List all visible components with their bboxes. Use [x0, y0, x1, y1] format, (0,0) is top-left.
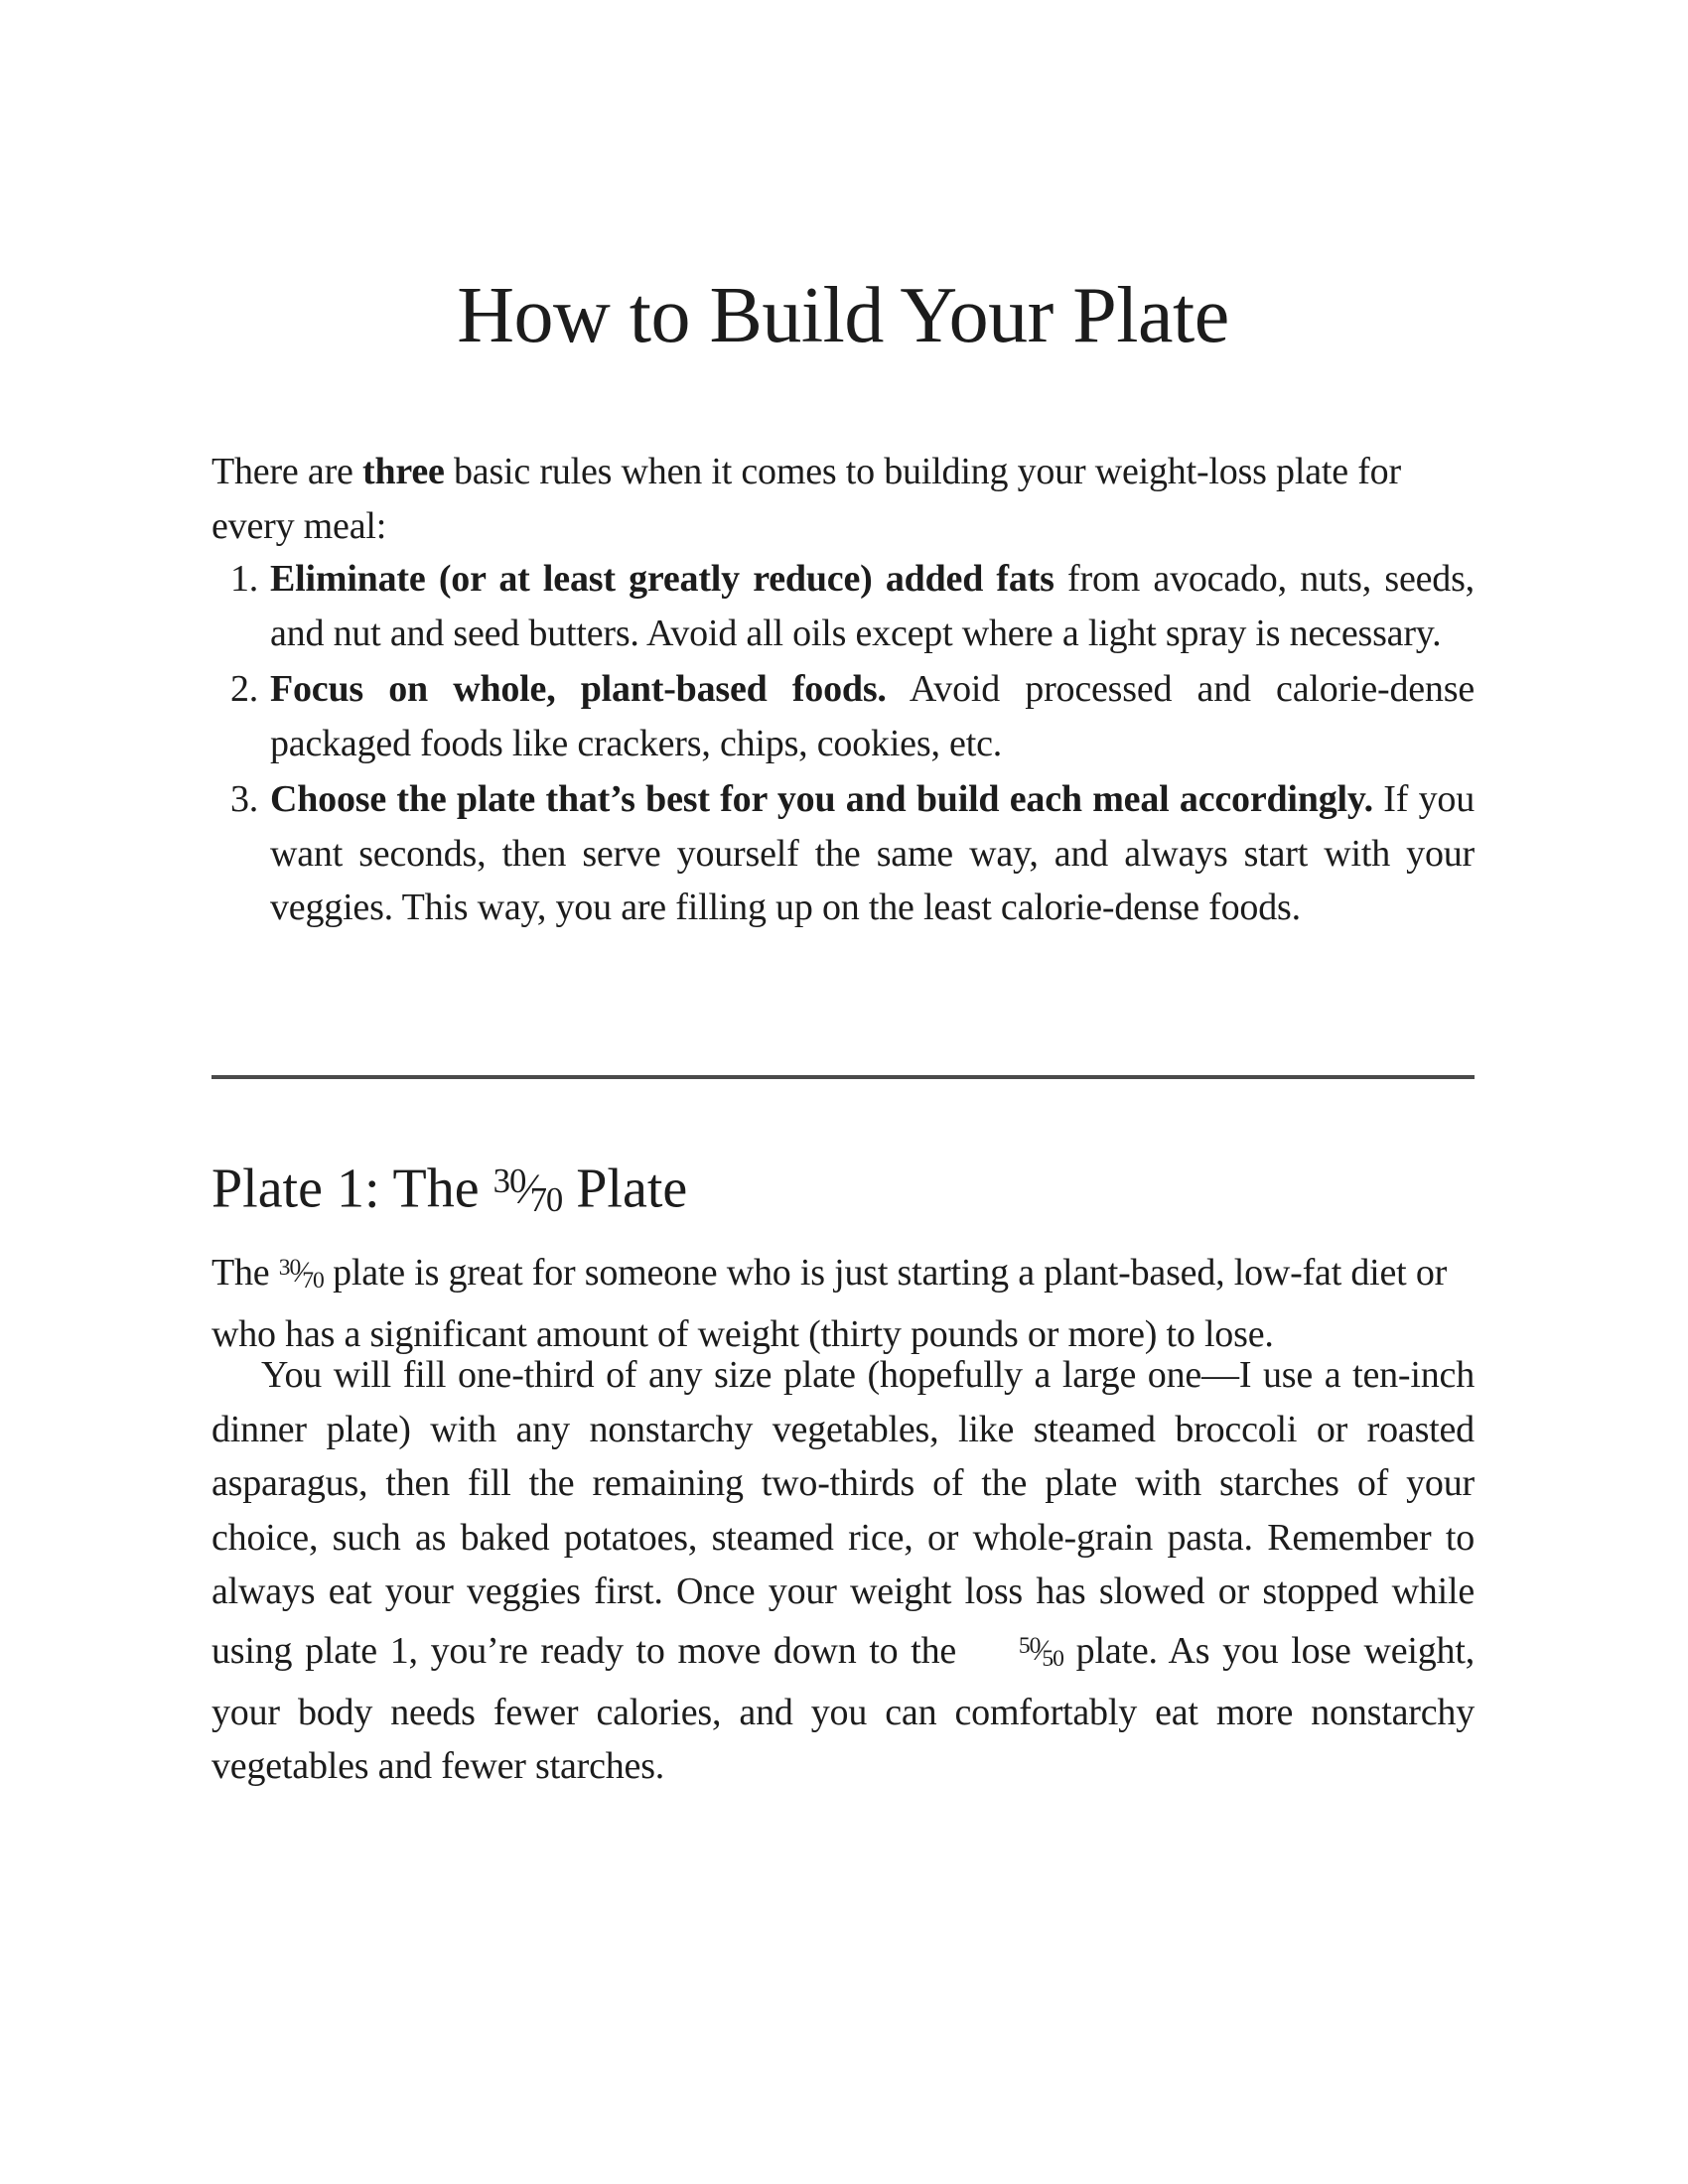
page-title: How to Build Your Plate — [457, 272, 1229, 359]
para1-text-start: The — [211, 1251, 279, 1294]
rule-text: If you want seconds, then serve yourself the same way, and always start with your veggies. This way, you are filling up on the least calorie-dense foods. — [270, 778, 1475, 928]
plate1-paragraph-1 — [211, 1241, 1475, 1362]
section-divider — [211, 1075, 1475, 1079]
fraction-denominator: 70 — [529, 1180, 563, 1220]
fraction-numerator: 30 — [278, 1255, 301, 1281]
rule-number: 1. — [230, 558, 259, 600]
rule-item — [211, 772, 1475, 935]
rule-text: Avoid processed and calorie-dense packaged foods like crackers, chips, cookies, etc. — [270, 668, 1475, 764]
para2-text-end: plate. As you lose weight, your body needs fewer calories, and you can comfortably eat more nonstarchy vegetables and fewer starches. — [211, 1629, 1476, 1788]
fraction-slash: ⁄ — [299, 1257, 304, 1290]
section-title — [211, 1142, 687, 1240]
fraction-50-50 — [969, 1619, 1063, 1686]
rule-item — [211, 552, 1475, 660]
fraction-slash: ⁄ — [1039, 1634, 1044, 1667]
fraction-numerator: 50 — [1018, 1632, 1041, 1659]
fraction-30-70 — [493, 1142, 563, 1240]
intro-text-start: There are — [211, 451, 362, 492]
intro-bold-three: three — [362, 451, 445, 492]
fraction-slash: ⁄ — [524, 1164, 531, 1213]
rule-number: 3. — [230, 778, 259, 820]
rule-bold-text: Focus on whole, plant-based foods. — [270, 668, 887, 710]
fraction-numerator: 30 — [492, 1161, 526, 1200]
rule-number: 2. — [230, 668, 259, 710]
section-title-start: Plate 1: The — [211, 1158, 493, 1220]
fraction-denominator: 70 — [302, 1267, 324, 1294]
rule-item — [211, 662, 1475, 770]
para2-text-start: You will fill one-third of any size plate (hopefully a large one—I use a ten-inch dinner plate) with any nonstarchy vegetables, like steamed broccoli or roasted asparagus, then fill the remaining two-thirds of the plate with starches of your choice, such as baked potatoes, steamed rice, or whole-grain pasta. Remember to always eat your veggies first. Once your weight loss has slowed or stopped while using plate 1, you’re ready to move down to the — [211, 1354, 1475, 1672]
fraction-denominator: 50 — [1042, 1645, 1063, 1672]
section-title-end: Plate — [562, 1158, 688, 1220]
rules-list — [211, 552, 1475, 937]
para1-text-end: plate is great for someone who is just starting a plant-based, low-fat diet or who has a significant amount of weight (thirty pounds or more) to lose. — [211, 1251, 1448, 1356]
rule-bold-text: Eliminate (or at least greatly reduce) added fats — [270, 558, 1055, 600]
intro-paragraph — [211, 445, 1475, 553]
rule-bold-text: Choose the plate that’s best for you and build each meal accordingly. — [270, 778, 1373, 820]
plate1-paragraph-2 — [211, 1348, 1475, 1794]
fraction-30-70 — [279, 1241, 324, 1307]
rule-text: from avocado, nuts, seeds, and nut and seed butters. Avoid all oils except where a light spray is necessary. — [270, 558, 1475, 654]
intro-text-end: basic rules when it comes to building your weight-loss plate for every meal: — [211, 451, 1401, 547]
